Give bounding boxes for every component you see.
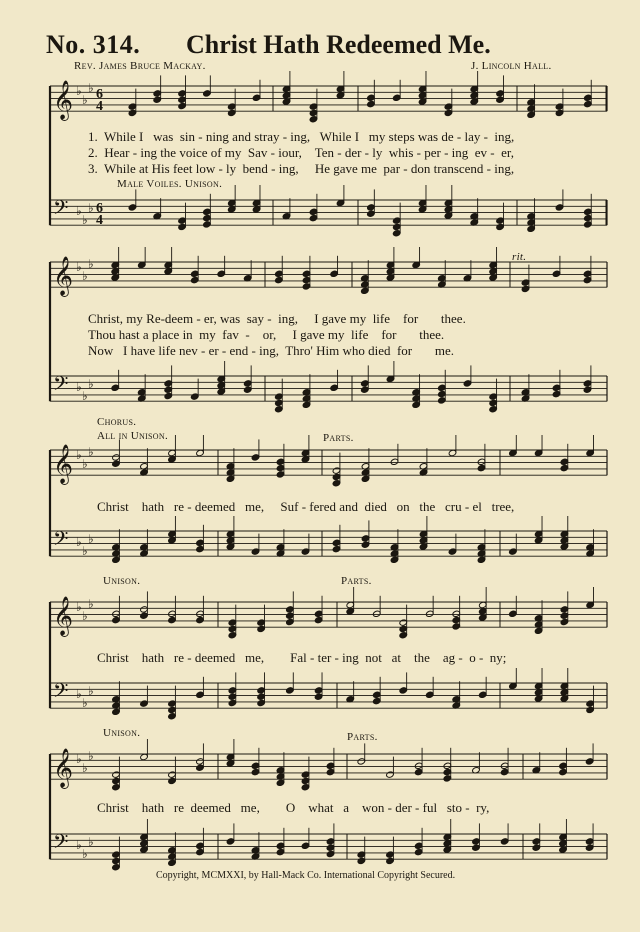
- svg-text:♭: ♭: [82, 761, 88, 775]
- svg-text:𝄞: 𝄞: [53, 80, 74, 120]
- copyright-notice: Copyright, MCMXXI, by Hall-Mack Co. International Copyright Secured.: [156, 870, 456, 881]
- chorus-heading: Chorus.: [97, 416, 137, 428]
- svg-text:𝄢: 𝄢: [53, 679, 69, 707]
- svg-text:♭: ♭: [82, 696, 88, 710]
- chorus-lyric-1: Christ hath re - deemed me, Suf - fered and died on the cru - el tree,: [97, 499, 515, 514]
- svg-text:𝄞: 𝄞: [53, 596, 74, 636]
- section-marking: Unison.: [103, 727, 141, 739]
- svg-text:♭: ♭: [88, 684, 94, 698]
- svg-text:♭: ♭: [88, 377, 94, 391]
- hymn-number: No. 314.: [46, 30, 141, 59]
- svg-text:♭: ♭: [88, 81, 94, 95]
- svg-text:♭: ♭: [76, 838, 82, 852]
- svg-text:𝄞: 𝄞: [53, 748, 74, 788]
- svg-text:♭: ♭: [76, 752, 82, 766]
- svg-text:𝄢: 𝄢: [53, 196, 69, 224]
- rit-marking: rit.: [512, 251, 527, 263]
- verse-3-line-1: 3. While at His feet low - ly bend - ing, He gave me par - don transcend - ing,: [88, 161, 515, 176]
- svg-text:♭: ♭: [76, 84, 82, 98]
- verse-2-line-1: 2. Hear - ing the voice of my Sav - iour, Ten - der - ly whis - per - ing ev - er,: [88, 145, 514, 160]
- verse-1-line-1: 1. While I was sin - ning and stray - ing, While I my steps was de - lay - ing,: [88, 129, 515, 144]
- svg-text:♭: ♭: [88, 201, 94, 215]
- svg-text:♭: ♭: [76, 535, 82, 549]
- svg-text:♭: ♭: [82, 544, 88, 558]
- svg-text:4: 4: [96, 99, 103, 114]
- svg-text:♭: ♭: [76, 687, 82, 701]
- verse-2-line-2: Thou hast a place in my fav - or, I gave my life for thee.: [88, 327, 445, 342]
- svg-text:𝄞: 𝄞: [53, 256, 74, 296]
- svg-text:♭: ♭: [88, 257, 94, 271]
- svg-text:♭: ♭: [82, 213, 88, 227]
- svg-text:𝄢: 𝄢: [53, 372, 69, 400]
- parts-marking: Parts.: [347, 731, 378, 743]
- svg-text:6: 6: [96, 87, 103, 102]
- svg-text:♭: ♭: [88, 532, 94, 546]
- section-marking: Unison.: [103, 575, 141, 587]
- svg-text:𝄢: 𝄢: [53, 830, 69, 858]
- chorus-lyric-2: Christ hath re - deemed me, Fal - ter - ing not at the ag - o - ny;: [97, 650, 507, 665]
- parts-marking: Parts.: [323, 432, 354, 444]
- composer-credit: J. Lincoln Hall.: [471, 60, 552, 72]
- svg-text:♭: ♭: [76, 204, 82, 218]
- svg-text:♭: ♭: [76, 260, 82, 274]
- svg-text:𝄢: 𝄢: [53, 527, 69, 555]
- svg-text:♭: ♭: [88, 749, 94, 763]
- svg-text:♭: ♭: [88, 445, 94, 459]
- parts-marking: Parts.: [341, 575, 372, 587]
- verse-1-line-2: Christ, my Re-deem - er, was say - ing, I gave my life for thee.: [88, 311, 466, 326]
- hymn-title: Christ Hath Redeemed Me.: [186, 30, 491, 59]
- svg-text:♭: ♭: [82, 93, 88, 107]
- svg-text:♭: ♭: [88, 597, 94, 611]
- chorus-lyric-3: Christ hath re deemed me, O what a won - der - ful sto - ry,: [97, 800, 490, 815]
- svg-text:♭: ♭: [76, 380, 82, 394]
- author-credit: Rev. James Bruce Mackay.: [74, 60, 206, 72]
- svg-text:♭: ♭: [82, 269, 88, 283]
- svg-text:♭: ♭: [88, 835, 94, 849]
- svg-text:♭: ♭: [82, 389, 88, 403]
- section-marking: Male Voiles. Unison.: [117, 178, 223, 190]
- svg-text:♭: ♭: [82, 457, 88, 471]
- svg-text:𝄞: 𝄞: [53, 444, 74, 484]
- section-marking: All in Unison.: [97, 430, 168, 442]
- svg-text:♭: ♭: [76, 448, 82, 462]
- svg-text:6: 6: [96, 201, 103, 216]
- svg-text:4: 4: [96, 213, 103, 228]
- svg-text:♭: ♭: [76, 600, 82, 614]
- verse-3-line-2: Now I have life nev - er - end - ing, Thro' Him who died for me.: [88, 343, 455, 358]
- svg-text:♭: ♭: [82, 847, 88, 861]
- svg-text:♭: ♭: [82, 609, 88, 623]
